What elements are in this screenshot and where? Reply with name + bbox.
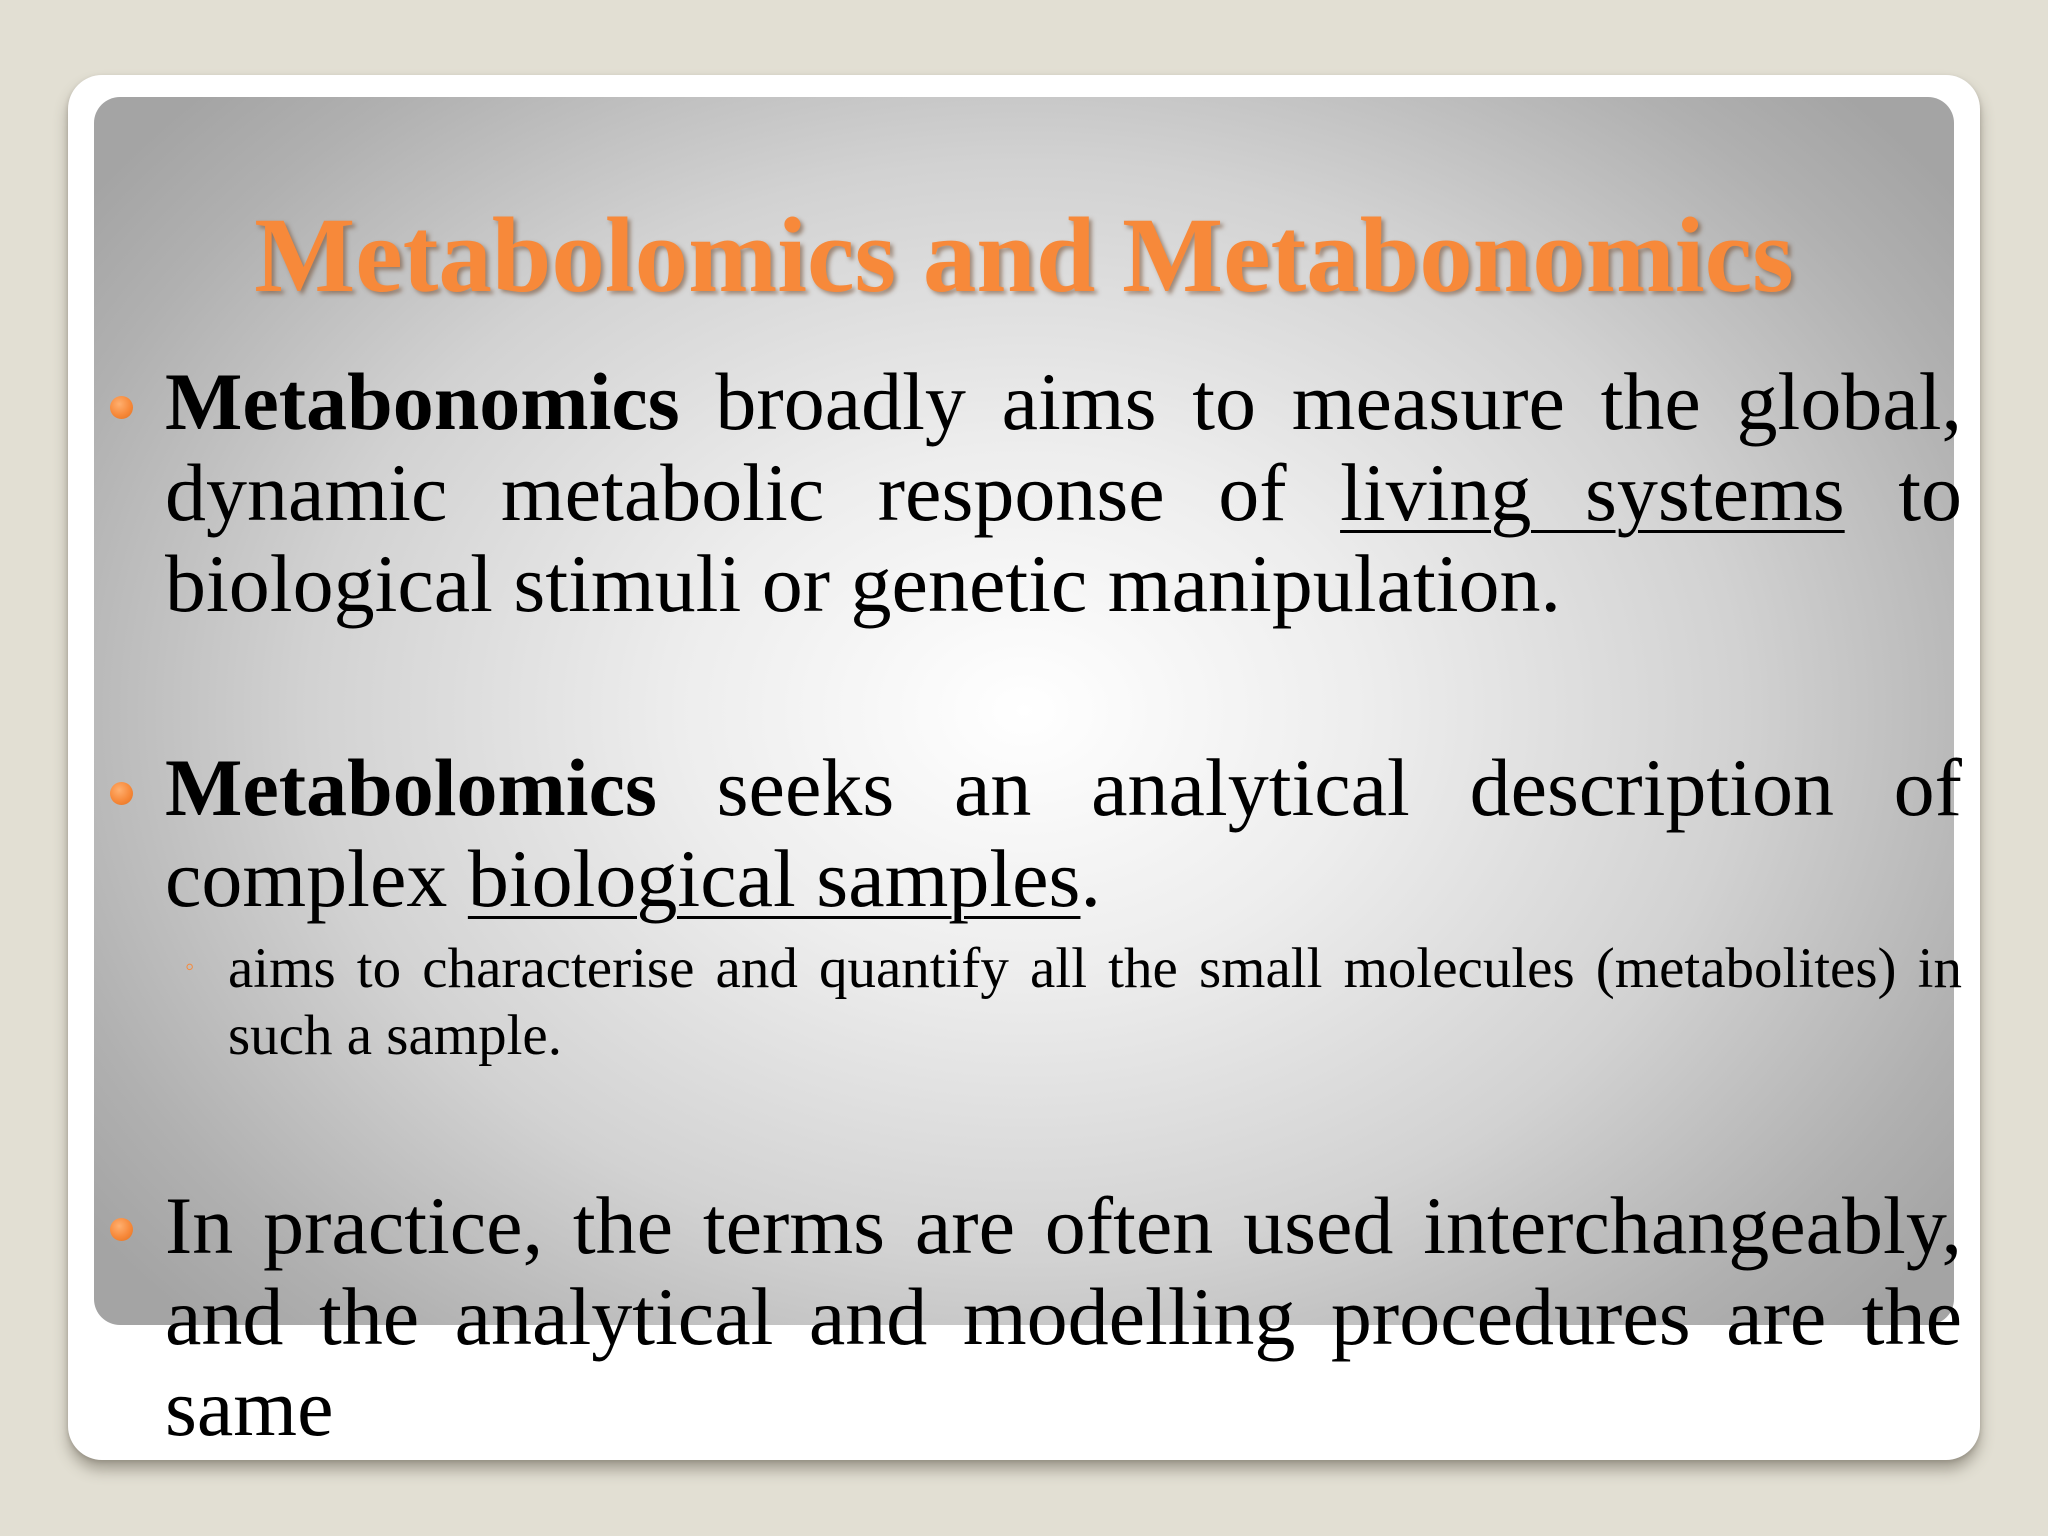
circle-sub-bullet-icon: ◦ (185, 952, 195, 981)
bullet-text (165, 356, 1962, 629)
orange-bullet-icon (110, 1218, 133, 1241)
sub-bullet-text: aims to characterise and quantify all the small molecules (metabolites) in such a sample. (228, 937, 1962, 1067)
bullet-text (165, 742, 1962, 924)
underlined-living-systems: living systems (1340, 447, 1845, 538)
bullet-text-part: . (1080, 833, 1101, 924)
bullet-metabonomics (165, 356, 1962, 629)
sub-bullet-metabolites (185, 935, 1962, 1069)
bullet-text: In practice, the terms are often used interchangeably, and the analytical and modelling procedures are the same (165, 1180, 1962, 1453)
bullet-text-part: broadly aims to measure the global, dynamic metabolic response of (165, 356, 1962, 538)
term-metabolomics: Metabolomics (165, 742, 657, 833)
term-metabonomics: Metabonomics (165, 356, 680, 447)
orange-bullet-icon (110, 396, 133, 419)
underlined-biological-samples: biological samples (467, 833, 1081, 924)
bullet-text-part: to biological stimuli or genetic manipulation. (165, 447, 1962, 629)
bullet-in-practice (165, 1180, 1962, 1453)
bullet-text-part: seeks an analytical description of complex (165, 742, 1962, 924)
orange-bullet-icon (110, 782, 133, 805)
slide-title: Metabolomics and Metabonomics (254, 197, 1794, 315)
bullet-metabolomics (165, 742, 1962, 924)
